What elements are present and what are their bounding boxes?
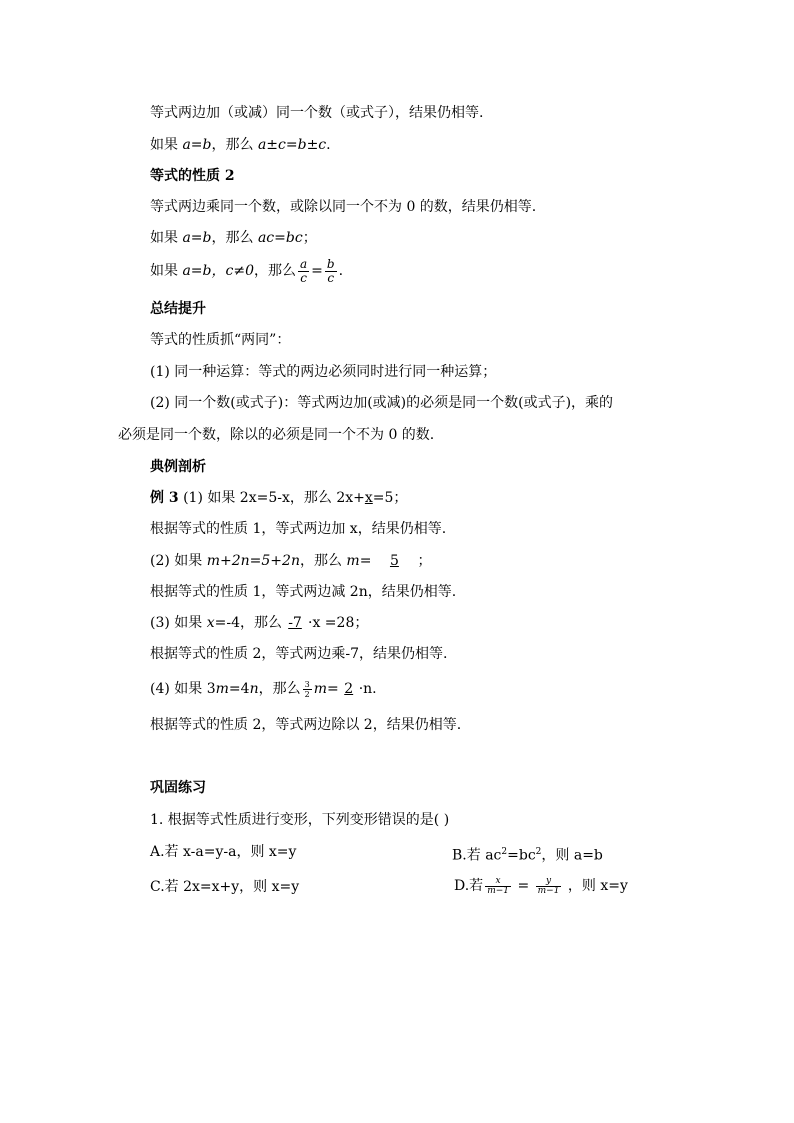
answer-blank: x <box>364 490 373 506</box>
example3-part2-reason: 根据等式的性质 1，等式两边减 2n，结果仍相等. <box>150 584 457 600</box>
example3-part2 <box>150 552 431 570</box>
denominator: m−1 <box>487 885 509 896</box>
text: B.若 ac <box>452 847 502 864</box>
heading-example: 典例剖析 <box>150 459 206 475</box>
example3-part1 <box>150 489 407 507</box>
math: m <box>215 681 229 697</box>
math: ，c≠0 <box>211 263 254 279</box>
property2-example-1 <box>150 229 317 247</box>
text: 如果 <box>150 137 183 153</box>
text: ； <box>417 553 432 569</box>
heading-summary: 总结提升 <box>150 301 206 317</box>
property1-example <box>150 136 331 154</box>
example3-part3 <box>150 614 368 632</box>
option-d <box>454 872 628 900</box>
example3-part4 <box>150 678 377 700</box>
math: m+2n=5+2n <box>206 553 300 569</box>
text: = <box>311 263 323 279</box>
numerator: 3 <box>304 679 310 689</box>
fraction-b-over-c <box>325 258 337 285</box>
math: x <box>206 615 215 631</box>
superscript: 2 <box>501 847 508 857</box>
property1-statement: 等式两边加（或减）同一个数（或式子），结果仍相等. <box>150 105 484 121</box>
answer-blank: 2 <box>344 681 354 697</box>
text: ，那么 <box>211 137 258 153</box>
fraction-3-over-2 <box>303 680 312 699</box>
example3-part3-reason: 根据等式的性质 2，等式两边乘-7，结果仍相等. <box>150 646 448 662</box>
text: =5； <box>372 490 408 506</box>
text: = <box>513 878 534 894</box>
denominator: c <box>298 271 309 285</box>
text: =bc <box>507 847 536 864</box>
summary-point-2-cont: 必须是同一个数，除以的必须是同一个不为 0 的数. <box>118 427 435 443</box>
math: ac=bc <box>257 230 303 246</box>
option-a: A.若 x-a=y-a，则 x=y <box>150 844 297 860</box>
text: ，则 a=b <box>541 847 603 864</box>
text: ·x =28； <box>308 615 369 631</box>
property2-statement: 等式两边乘同一个数，或除以同一个不为 0 的数，结果仍相等. <box>150 199 537 215</box>
example3-part1-reason: 根据等式的性质 1，等式两边加 x，结果仍相等. <box>150 521 447 537</box>
text: ，那么 <box>253 263 296 279</box>
math: a=b <box>182 230 212 246</box>
numerator: y <box>546 875 552 886</box>
text: =4 <box>228 681 250 697</box>
property2-example-2 <box>150 256 343 286</box>
summary-point-1: (1) 同一种运算：等式的两边必须同时进行同一种运算； <box>150 364 497 380</box>
text: ·n. <box>358 681 377 697</box>
option-b <box>452 843 603 865</box>
fraction-x-over-m-minus-1 <box>485 877 511 896</box>
math: n <box>249 681 259 697</box>
text: 如果 <box>150 263 183 279</box>
fraction-a-over-c <box>298 258 309 285</box>
heading-property2: 等式的性质 2 <box>150 168 235 184</box>
denominator: 2 <box>304 689 310 699</box>
text: = <box>359 553 372 569</box>
example-label: 例 3 <box>150 490 179 506</box>
text: (1) 如果 2x=5-x，那么 2x+ <box>178 490 365 506</box>
answer-blank: -7 <box>288 615 302 631</box>
text: ，那么 <box>258 681 301 697</box>
text: 如果 <box>150 230 183 246</box>
summary-intro: 等式的性质抓“两同”： <box>150 332 291 348</box>
summary-point-2: (2) 同一个数(或式子)：等式两边加(或减)的必须是同一个数(或式子)，乘的 <box>150 395 614 411</box>
math: a=b <box>182 263 212 279</box>
text: ，则 x=y <box>563 878 628 894</box>
math: m <box>346 553 360 569</box>
text: . <box>338 263 344 279</box>
heading-practice: 巩固练习 <box>150 780 206 796</box>
option-c: C.若 2x=x+y，则 x=y <box>150 879 300 895</box>
denominator: m−1 <box>537 885 560 896</box>
math: a±c=b±c <box>257 137 327 153</box>
text: ； <box>302 230 317 246</box>
numerator: x <box>495 875 501 886</box>
text: ，那么 <box>211 230 258 246</box>
example3-part4-reason: 根据等式的性质 2，等式两边除以 2，结果仍相等. <box>150 717 462 733</box>
fraction-y-over-m-minus-1 <box>536 877 562 896</box>
text: = <box>326 681 339 697</box>
text: (4) 如果 3 <box>150 681 216 697</box>
text: =-4，那么 <box>214 615 283 631</box>
text: (3) 如果 <box>150 615 207 631</box>
text: . <box>326 137 331 153</box>
numerator: a <box>299 256 308 271</box>
math: a=b <box>182 137 212 153</box>
denominator: c <box>325 271 337 285</box>
text: (2) 如果 <box>150 553 207 569</box>
superscript: 2 <box>535 847 542 857</box>
question-1: 1. 根据等式性质进行变形，下列变形错误的是( ) <box>150 812 450 828</box>
answer-blank: 5 <box>389 553 399 569</box>
text: D.若 <box>454 878 484 894</box>
numerator: b <box>326 256 335 271</box>
text: ，那么 <box>299 553 347 569</box>
math: m <box>313 681 327 697</box>
